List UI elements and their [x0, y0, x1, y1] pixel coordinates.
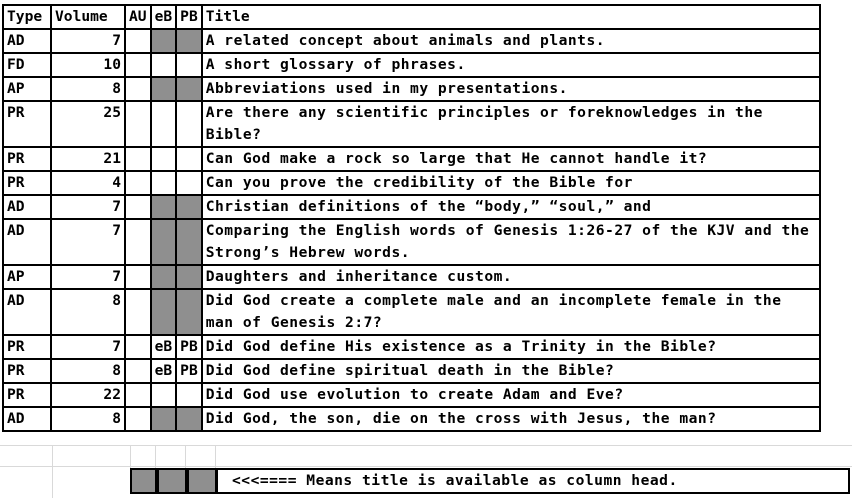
cell-pb[interactable]: [176, 29, 202, 53]
table-row[interactable]: [3, 265, 820, 289]
titles-table: [2, 4, 821, 432]
cell-pb[interactable]: [176, 101, 202, 147]
cell-eb[interactable]: eB: [151, 359, 177, 383]
cell-volume[interactable]: 25: [51, 101, 125, 147]
cell-title[interactable]: Did God create a complete male and an incomplete female in the man of Genesis 2:7?: [202, 289, 820, 335]
cell-pb[interactable]: [176, 53, 202, 77]
header-volume[interactable]: Volume: [51, 5, 125, 29]
table-row[interactable]: [3, 289, 820, 335]
table-row[interactable]: [3, 383, 820, 407]
cell-au[interactable]: [125, 289, 151, 335]
cell-type[interactable]: AD: [3, 29, 51, 53]
legend-swatch-eb: [157, 468, 187, 494]
cell-eb[interactable]: [151, 383, 177, 407]
cell-au[interactable]: [125, 265, 151, 289]
cell-volume[interactable]: 7: [51, 195, 125, 219]
gridline: [0, 445, 852, 446]
cell-pb[interactable]: [176, 77, 202, 101]
cell-title[interactable]: Are there any scientific principles or foreknowledges in the Bible?: [202, 101, 820, 147]
cell-volume[interactable]: 8: [51, 407, 125, 431]
cell-type[interactable]: PR: [3, 383, 51, 407]
cell-au[interactable]: [125, 359, 151, 383]
gridline: [52, 445, 53, 498]
cell-eb[interactable]: [151, 289, 177, 335]
cell-eb[interactable]: [151, 147, 177, 171]
table-body: [3, 29, 820, 431]
cell-volume[interactable]: 7: [51, 335, 125, 359]
cell-au[interactable]: [125, 335, 151, 359]
cell-type[interactable]: AD: [3, 407, 51, 431]
cell-type[interactable]: AD: [3, 195, 51, 219]
cell-volume[interactable]: 22: [51, 383, 125, 407]
cell-eb[interactable]: [151, 219, 177, 265]
cell-volume[interactable]: 21: [51, 147, 125, 171]
cell-title[interactable]: A related concept about animals and plants.: [202, 29, 820, 53]
cell-type[interactable]: AD: [3, 219, 51, 265]
cell-type[interactable]: PR: [3, 335, 51, 359]
cell-type[interactable]: PR: [3, 171, 51, 195]
legend-text: <<<==== Means title is available as column head.: [216, 468, 850, 494]
cell-type[interactable]: AD: [3, 289, 51, 335]
table-row[interactable]: [3, 171, 820, 195]
cell-au[interactable]: [125, 77, 151, 101]
cell-title[interactable]: Daughters and inheritance custom.: [202, 265, 820, 289]
gridline: [185, 445, 186, 468]
cell-eb[interactable]: [151, 101, 177, 147]
header-row: [3, 5, 820, 29]
table-row[interactable]: [3, 219, 820, 265]
cell-pb[interactable]: [176, 383, 202, 407]
header-title[interactable]: Title: [202, 5, 820, 29]
cell-type[interactable]: PR: [3, 359, 51, 383]
cell-au[interactable]: [125, 147, 151, 171]
cell-title[interactable]: Can God make a rock so large that He cannot handle it?: [202, 147, 820, 171]
cell-title[interactable]: Christian definitions of the “body,” “soul,” and: [202, 195, 820, 219]
cell-au[interactable]: [125, 101, 151, 147]
cell-pb[interactable]: [176, 289, 202, 335]
cell-pb[interactable]: [176, 195, 202, 219]
table-row[interactable]: [3, 407, 820, 431]
table-row[interactable]: [3, 53, 820, 77]
cell-title[interactable]: A short glossary of phrases.: [202, 53, 820, 77]
cell-au[interactable]: [125, 29, 151, 53]
cell-eb[interactable]: [151, 53, 177, 77]
table-row[interactable]: [3, 147, 820, 171]
cell-type[interactable]: PR: [3, 101, 51, 147]
header-eb[interactable]: eB: [151, 5, 177, 29]
header-type[interactable]: Type: [3, 5, 51, 29]
cell-pb[interactable]: [176, 147, 202, 171]
cell-title[interactable]: Did God, the son, die on the cross with Jesus, the man?: [202, 407, 820, 431]
cell-type[interactable]: AP: [3, 265, 51, 289]
cell-pb[interactable]: [176, 407, 202, 431]
legend-swatch-au: [130, 468, 157, 494]
cell-volume[interactable]: 8: [51, 77, 125, 101]
cell-title[interactable]: Did God define spiritual death in the Bible?: [202, 359, 820, 383]
cell-au[interactable]: [125, 219, 151, 265]
cell-type[interactable]: AP: [3, 77, 51, 101]
cell-eb[interactable]: [151, 265, 177, 289]
cell-volume[interactable]: 8: [51, 359, 125, 383]
cell-title[interactable]: Abbreviations used in my presentations.: [202, 77, 820, 101]
table-row[interactable]: [3, 335, 820, 359]
gridline: [0, 466, 852, 467]
cell-pb[interactable]: PB: [176, 359, 202, 383]
cell-title[interactable]: Did God use evolution to create Adam and Eve?: [202, 383, 820, 407]
cell-title[interactable]: Did God define His existence as a Trinity in the Bible?: [202, 335, 820, 359]
cell-au[interactable]: [125, 53, 151, 77]
cell-pb[interactable]: PB: [176, 335, 202, 359]
table-row[interactable]: [3, 195, 820, 219]
cell-au[interactable]: [125, 171, 151, 195]
cell-eb[interactable]: [151, 195, 177, 219]
gridline: [155, 445, 156, 468]
cell-eb[interactable]: [151, 407, 177, 431]
table-row[interactable]: [3, 359, 820, 383]
cell-title[interactable]: Can you prove the credibility of the Bible for: [202, 171, 820, 195]
cell-eb[interactable]: [151, 171, 177, 195]
cell-pb[interactable]: [176, 219, 202, 265]
legend-swatch-pb: [187, 468, 217, 494]
table-row[interactable]: [3, 101, 820, 147]
gridline: [130, 445, 131, 468]
cell-volume[interactable]: 7: [51, 219, 125, 265]
table-row[interactable]: [3, 77, 820, 101]
header-pb[interactable]: PB: [176, 5, 202, 29]
cell-au[interactable]: [125, 195, 151, 219]
cell-volume[interactable]: 7: [51, 265, 125, 289]
cell-pb[interactable]: [176, 171, 202, 195]
header-au[interactable]: AU: [125, 5, 151, 29]
table-row[interactable]: [3, 29, 820, 53]
cell-volume[interactable]: 4: [51, 171, 125, 195]
cell-au[interactable]: [125, 407, 151, 431]
cell-eb[interactable]: eB: [151, 335, 177, 359]
cell-title[interactable]: Comparing the English words of Genesis 1:26-27 of the KJV and the Strong’s Hebrew words.: [202, 219, 820, 265]
cell-volume[interactable]: 8: [51, 289, 125, 335]
gridline: [215, 445, 216, 468]
cell-au[interactable]: [125, 383, 151, 407]
cell-volume[interactable]: 7: [51, 29, 125, 53]
cell-type[interactable]: PR: [3, 147, 51, 171]
cell-eb[interactable]: [151, 77, 177, 101]
cell-pb[interactable]: [176, 265, 202, 289]
cell-type[interactable]: FD: [3, 53, 51, 77]
cell-eb[interactable]: [151, 29, 177, 53]
cell-volume[interactable]: 10: [51, 53, 125, 77]
